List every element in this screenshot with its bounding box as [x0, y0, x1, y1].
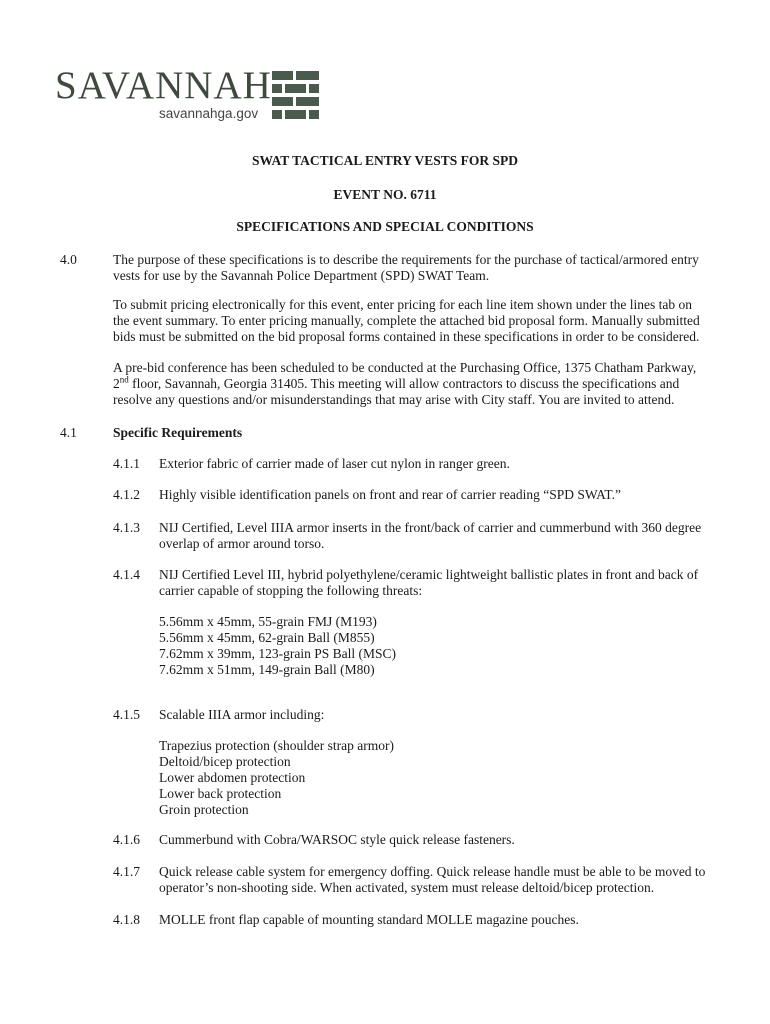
list-item: Lower abdomen protection: [159, 770, 306, 785]
text-line: The purpose of these specifications is to describe the requirements for the purchase of tactical/armored entry: [113, 252, 699, 267]
text-line: the event summary. To enter pricing manually, complete the attached bid proposal form. Manually submitted: [113, 313, 700, 328]
purpose-paragraph: [113, 252, 699, 284]
logo-url: savannahga.gov: [159, 106, 259, 121]
list-item: 7.62mm x 51mm, 149-grain Ball (M80): [159, 662, 375, 677]
item-text: Exterior fabric of carrier made of laser cut nylon in ranger green.: [159, 456, 510, 471]
text-line: A pre-bid conference has been scheduled to be conducted at the Purchasing Office, 1375 Chatham Parkway,: [113, 360, 697, 375]
item-text: Scalable IIIA armor including:: [159, 707, 325, 722]
threats-list: [159, 614, 396, 678]
item-text: NIJ Certified Level III, hybrid polyethylene/ceramic lightweight ballistic plates in front and back of carrier capable of stopping the following threats:: [159, 567, 699, 598]
section-heading: Specific Requirements: [113, 425, 243, 440]
list-item: Deltoid/bicep protection: [159, 754, 291, 769]
section-number-4-0: 4.0: [60, 252, 77, 267]
list-item: 5.56mm x 45mm, 55-grain FMJ (M193): [159, 614, 377, 629]
item-text: Cummerbund with Cobra/WARSOC style quick release fasteners.: [159, 832, 515, 847]
item-number: 4.1.6: [113, 832, 140, 847]
text-line: 2nd floor, Savannah, Georgia 31405. This meeting will allow contractors to discuss the specifications and: [113, 374, 680, 391]
item-text: Highly visible identification panels on front and rear of carrier reading “SPD SWAT.”: [159, 487, 621, 502]
text-line: To submit pricing electronically for this event, enter pricing for each line item shown under the lines tab on: [113, 297, 693, 312]
item-number: 4.1.5: [113, 707, 140, 722]
text-line: resolve any questions and/or misunderstandings that may arise with City staff. You are invited to attend.: [113, 392, 675, 407]
list-item: Lower back protection: [159, 786, 282, 801]
item-number: 4.1.7: [113, 864, 140, 879]
section-number-4-1: 4.1: [60, 425, 77, 440]
list-item: Trapezius protection (shoulder strap armor): [159, 738, 394, 753]
item-number: 4.1.3: [113, 520, 140, 535]
list-item: Groin protection: [159, 802, 249, 817]
item-number: 4.1.2: [113, 487, 140, 502]
list-item: 5.56mm x 45mm, 62-grain Ball (M855): [159, 630, 375, 645]
text-line: bids must be submitted on the bid proposal forms contained in these specifications in order to be considered.: [113, 329, 700, 344]
logo-wordmark: SAVANNAH: [55, 64, 272, 107]
list-item: 7.62mm x 39mm, 123-grain PS Ball (MSC): [159, 646, 397, 661]
item-number: 4.1.8: [113, 912, 140, 927]
brick-logo-icon: [272, 71, 319, 119]
prebid-paragraph: [113, 360, 696, 408]
pricing-paragraph: [113, 297, 700, 345]
armor-parts-list: [159, 738, 394, 818]
item-number: 4.1.1: [113, 456, 140, 471]
item-text: NIJ Certified, Level IIIA armor inserts in the front/back of carrier and cummerbund with 360 degree overlap of armor around torso.: [159, 520, 702, 551]
document-subtitle: SPECIFICATIONS AND SPECIAL CONDITIONS: [236, 219, 534, 234]
document-title: SWAT TACTICAL ENTRY VESTS FOR SPD: [252, 153, 518, 168]
item-number: 4.1.4: [113, 567, 140, 582]
event-number: EVENT NO. 6711: [333, 187, 437, 202]
item-text: Quick release cable system for emergency doffing. Quick release handle must be able to be moved to operator’s non-shooting side. When activated, system must release deltoid/bicep protection.: [159, 864, 706, 895]
item-text: MOLLE front flap capable of mounting standard MOLLE magazine pouches.: [159, 912, 579, 927]
text-line: vests for use by the Savannah Police Department (SPD) SWAT Team.: [113, 268, 490, 283]
savannah-logo: [55, 66, 325, 126]
